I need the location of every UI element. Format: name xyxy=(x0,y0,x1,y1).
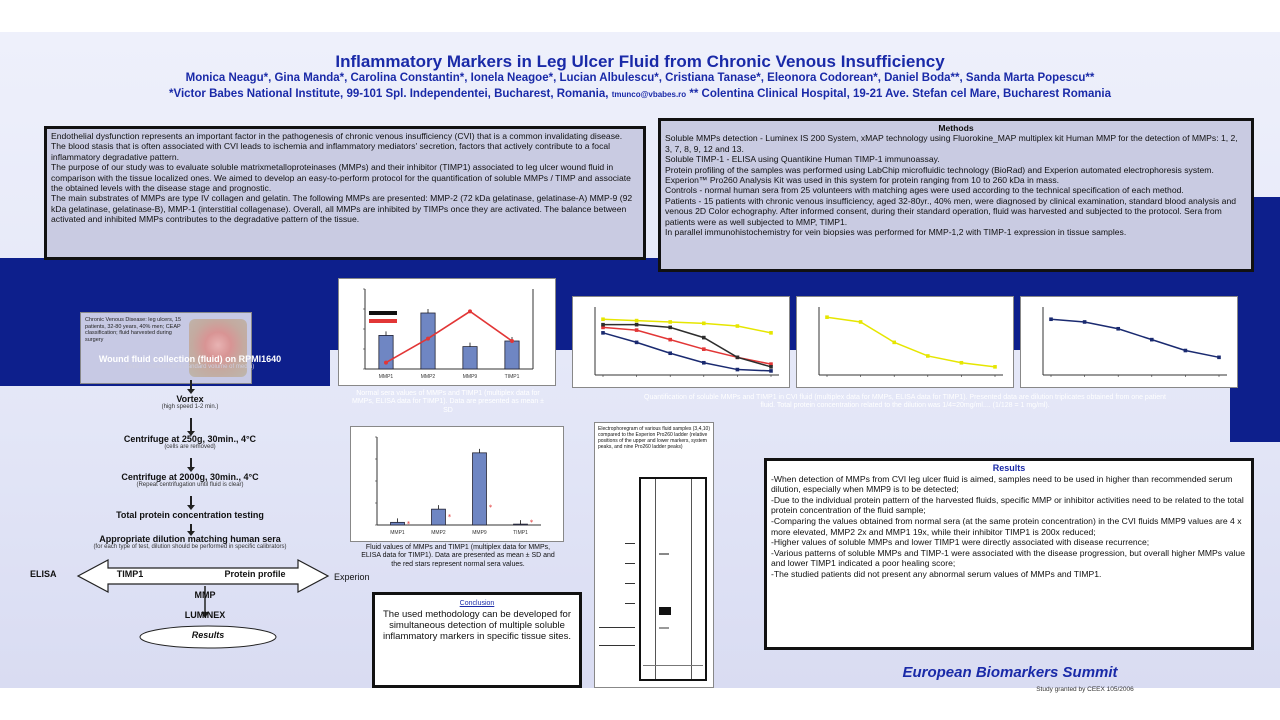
elisa-label: ELISA xyxy=(30,569,57,579)
methods-paragraph: Controls - normal human sera from 25 volunteers with matching ages were used according to the technical specification of each method. xyxy=(665,185,1184,196)
x-tick-label: MMP9 xyxy=(472,530,487,536)
x-tick-label: MMP2 xyxy=(431,530,446,536)
gel-band xyxy=(659,553,669,555)
methods-paragraph: In parallel immunohistochemistry for vein biopsies was performed for MMP-1,2 with TIMP-1 expression in tissue samples. xyxy=(665,227,1127,238)
flow-step-collection: Wound fluid collection (fluid) on RPMI1640 (fluid is collected in a standard volume of media) xyxy=(40,354,340,370)
x-tick-label: MMP1 xyxy=(390,530,405,536)
series-point xyxy=(702,361,706,365)
chart-dilution-mmp2-svg xyxy=(797,297,1013,387)
chart-dilution-mmp2 xyxy=(796,296,1014,388)
flow-arrow xyxy=(190,496,192,506)
flow-step-vortex-note: (high speed 1-2 min.) xyxy=(161,404,219,410)
series-point xyxy=(668,338,672,342)
caption-electrophoresis: Electrophoregram of various fluid samples (3,4,10) compared to the Experion Pro260 ladder (relative positions of the upper and lower markers, system peaks, and nine Pro260 ladder peaks) xyxy=(598,426,710,450)
affiliation-1: *Victor Babes National Institute, 99-101 Spl. Independentei, Bucharest, Romania, xyxy=(169,88,609,100)
results-item: -Due to the individual protein pattern of the harvested fluids, specific MMP or inhibitor activities need to be related to the total protein concentration of the fluid sample; xyxy=(771,494,1244,516)
methods-paragraph: Patients - 15 patients with chronic venous insufficiency, aged 32-80yr., 40% men, were diagnosed by clinical examination, standard blood analysis and venous 2D Color echography. After informed consent, during their standard operation, fluid was harvested and subjected to the protocol. Sera from patients were as well subjected to MMP, TIMP1. xyxy=(665,195,1237,227)
results-heading: Results xyxy=(992,463,1026,473)
ladder-markers xyxy=(597,523,637,673)
series-point xyxy=(892,341,896,345)
series-point xyxy=(769,365,773,369)
line-point xyxy=(468,309,472,313)
series-point xyxy=(859,320,863,324)
email-link[interactable]: tmunco@vbabes.ro xyxy=(611,90,687,99)
flow-step-collection-note: (fluid is collected in a standard volume of media) xyxy=(125,364,255,370)
flow-step-dilution-note: (for each type of test, dilution should be performed in specific calibrators) xyxy=(93,544,287,550)
series-line xyxy=(827,317,995,367)
electrophoresis-figure xyxy=(594,422,714,688)
results-item: -When detection of MMPs from CVI leg ulcer fluid is aimed, samples need to be used in higher than recommended serum dilution, especially when MMP9 is to be detected; xyxy=(771,473,1233,495)
results-item: -The studied patients did not present any abnormal serum values of MMPs and TIMP1. xyxy=(771,568,1102,579)
ladder-tick xyxy=(625,543,635,544)
normal-value-star: * xyxy=(529,518,534,527)
ladder-tick xyxy=(625,563,635,564)
methods-heading: Methods xyxy=(938,123,974,133)
bar-timp1 xyxy=(505,341,519,369)
series-point xyxy=(825,315,829,319)
series-point xyxy=(1116,327,1120,331)
results-item: -Various patterns of soluble MMPs and TIMP-1 were associated with the disease progression, but overall higher MMPs value and lower TIMP1 indicated a poor healing score; xyxy=(771,547,1245,569)
series-line xyxy=(603,319,771,333)
caption-dilution: Quantification of soluble MMPs and TIMP1 in CVI fluid (multiplex data for MMPs, ELISA data for TIMP1). Presented data are dilution triplicates obtained from one patient fluid. Total protein concentration related to the dilution was 1/4=20mg/ml.... (1/128 = 1 mg/ml). xyxy=(644,394,1166,410)
x-tick-label: TIMP1 xyxy=(504,374,520,380)
chart-cvi-fluid-svg xyxy=(351,427,563,541)
series-point xyxy=(926,354,930,358)
results-item: -Higher values of soluble MMPs and lower TIMP1 were directly associated with disease recurrence; xyxy=(771,537,1150,548)
series-point xyxy=(635,341,639,345)
ladder-tick xyxy=(625,603,635,604)
affiliations xyxy=(0,88,1280,100)
bar-timp1 xyxy=(514,524,528,525)
caption-normal-sera: Normal sera values of MMPs and TIMP1 (multiplex data for MMPs, ELISA data for TIMP1). Data are presented as mean ± SD xyxy=(351,390,545,414)
series-line xyxy=(603,333,771,371)
luminex-label: LUMINEX xyxy=(184,610,226,620)
series-point xyxy=(736,356,740,360)
results-box xyxy=(764,458,1254,650)
line-point xyxy=(384,361,388,365)
cvi-panel-text: Chronic Venous Disease: leg ulcers, 15 patients, 32-80 years, 40% men; CEAP classification; fluid harvested during surgery xyxy=(85,317,181,343)
methods-paragraph: Soluble MMPs detection - Luminex IS 200 System, xMAP technology using Fluorokine_MAP multiplex kit Human MMP for the detection of MMPs: 1, 2, 3, 7, 8, 9, 12 and 13. xyxy=(665,133,1238,154)
mmp-label: MMP xyxy=(194,590,216,600)
series-point xyxy=(736,368,740,372)
chart-dilution-timp-svg xyxy=(1021,297,1237,387)
intro-paragraph: The purpose of our study was to evaluate soluble matrixmetalloproteinases (MMPs) and their inhibitor (TIMP1) associated to leg ulcer wound fluid in comparison with the tissue localized ones. We aimed to develop an easy-to-perform protocol for the quantification of soluble MMPs / TIMP and associate the obtained levels with the disease stage and prognostic. xyxy=(51,162,631,194)
caption-cvi-fluid: Fluid values of MMPs and TIMP1 (multiplex data for MMPs, ELISA data for TIMP1). Data are presented as mean ± SD and the red stars represent normal sera values. xyxy=(361,544,555,568)
conclusion-box xyxy=(372,592,582,688)
series-point xyxy=(635,323,639,327)
series-point xyxy=(702,347,706,351)
bar-mmp9 xyxy=(463,347,477,369)
series-point xyxy=(736,324,740,328)
flow-step-centrifuge-2000: Centrifuge at 2000g, 30min., 4°C (Repeat centrifugation until fluid is clear) xyxy=(60,472,320,488)
flow-step-centrifuge-250-note: (cells are removed) xyxy=(164,444,216,450)
series-point xyxy=(668,320,672,324)
gel-lane xyxy=(655,479,656,679)
normal-value-star: * xyxy=(406,520,411,529)
methods-paragraph: Soluble TIMP-1 - ELISA using Quantikine Human TIMP-1 immunoassay. xyxy=(665,154,940,165)
flow-arrow xyxy=(190,524,192,532)
series-point xyxy=(668,326,672,330)
x-tick-label: TIMP1 xyxy=(513,530,528,536)
conclusion-heading: Conclusion xyxy=(459,600,495,607)
flow-step-centrifuge-2000-note: (Repeat centrifugation until fluid is clear) xyxy=(136,482,244,488)
methods-paragraph: Protein profiling of the samples was performed using LabChip microfluidic technology (BioRad) and Experion automated electrophoresis system. Experion™ Pro260 Analysis Kit was used in this system for protein ranging from 10 to 260 kDa in mass. xyxy=(665,164,1214,186)
flow-step-vortex: Vortex (high speed 1-2 min.) xyxy=(100,394,280,410)
series-point xyxy=(769,331,773,335)
gel-band xyxy=(659,627,669,629)
series-line xyxy=(1051,319,1219,357)
authors: Monica Neagu*, Gina Manda*, Carolina Constantin*, Ionela Neagoe*, Lucian Albulescu*, Cristiana Tanase*, Eleonora Codorean*, Daniel Boda**, Sanda Marta Popescu** xyxy=(185,72,1095,84)
ladder-tick xyxy=(625,583,635,584)
series-point xyxy=(601,317,605,321)
series-point xyxy=(1217,356,1221,360)
series-point xyxy=(1184,349,1188,353)
results-item: -Comparing the values obtained from normal sera (at the same protein concentration) in the CVI fluids MMP9 values are 4 x more elevated, MMP2 2x and MMP1 19x, while their inhibitor TIMP1 is 200x reduced; xyxy=(771,515,1242,537)
series-point xyxy=(702,336,706,340)
poster-title: Inflammatory Markers in Leg Ulcer Fluid from Chronic Venous Insufficiency xyxy=(335,52,945,71)
series-line xyxy=(603,325,771,367)
series-point xyxy=(635,319,639,323)
intro-paragraph: The main substrates of MMPs are type IV collagen and gelatin. The following MMPs are presented: MMP-2 (72 kDa gelatinase, gelatinase-A) MMP-9 (92 kDa gelatinase, gelatinase-B), MMP-1 (interstitial collagenase). Overall, all MMPs are inhibited by TIMPs once they are activated. The balance between activated and inhibited MMPs contributes to the degradative pattern of the tissue. xyxy=(51,193,633,225)
chart-normal-sera xyxy=(338,278,556,386)
line-point xyxy=(510,339,514,343)
series-point xyxy=(1083,320,1087,324)
flow-step-dilution: Appropriate dilution matching human sera (for each type of test, dilution should be performed in specific calibrators) xyxy=(40,534,340,550)
intro-paragraph: Endothelial dysfunction represents an important factor in the pathogenesis of chronic venous insufficiency (CVI) that is a common invalidating disease. The blood stasis that is often associated with CVI leads to ischemia and inflammatory mediators' secretion, factors that actively contribute to a focal inflammatory degradative pattern. xyxy=(51,131,623,162)
flow-arrow xyxy=(190,380,192,390)
poster xyxy=(0,32,1280,693)
gel-image xyxy=(639,477,707,681)
x-tick-label: MMP2 xyxy=(420,374,436,380)
bar-mmp1 xyxy=(391,522,405,525)
methods-box xyxy=(658,118,1254,272)
chart-dilution-mmps xyxy=(572,296,790,388)
x-tick-label: MMP9 xyxy=(462,374,478,380)
series-point xyxy=(1049,317,1053,321)
flow-arrow xyxy=(190,458,192,468)
gel-band xyxy=(643,665,703,666)
normal-value-star: * xyxy=(488,503,493,512)
line-series xyxy=(386,311,512,362)
series-point xyxy=(769,369,773,373)
chart-dilution-mmps-svg xyxy=(573,297,789,387)
chart-dilution-timp xyxy=(1020,296,1238,388)
legend-swatch xyxy=(369,311,397,315)
bar-mmp9 xyxy=(473,453,487,525)
bar-mmp2 xyxy=(432,509,446,525)
series-point xyxy=(635,328,639,332)
affiliation-2: ** Colentina Clinical Hospital, 19-21 Ave. Stefan cel Mare, Bucharest Romania xyxy=(689,88,1111,100)
series-point xyxy=(1150,338,1154,342)
cvi-photo-panel xyxy=(80,312,252,384)
protein-profile-label: Protein profile xyxy=(224,569,286,579)
conclusion-text: The used methodology can be developed for simultaneous detection of multiple soluble inflammatory markers in specific tissue sites. xyxy=(382,609,572,642)
flow-step-protein-testing: Total protein concentration testing xyxy=(116,510,264,520)
series-point xyxy=(668,351,672,355)
ladder-tick xyxy=(599,627,635,628)
series-point xyxy=(993,365,997,369)
introduction-box xyxy=(44,126,646,260)
results-label: Results xyxy=(191,630,225,640)
series-point xyxy=(601,331,605,335)
legend-swatch xyxy=(369,319,397,323)
flow-arrow xyxy=(190,418,192,432)
chart-cvi-fluid xyxy=(350,426,564,542)
series-point xyxy=(702,322,706,326)
grant-note: Study granted by CEEX 105/2006 xyxy=(1036,686,1134,693)
series-point xyxy=(601,323,605,327)
ladder-tick xyxy=(599,645,635,646)
gel-band xyxy=(659,607,671,615)
x-tick-label: MMP1 xyxy=(378,374,394,380)
timp1-label: TIMP1 xyxy=(116,569,144,579)
line-point xyxy=(426,337,430,341)
normal-value-star: * xyxy=(447,513,452,522)
branch-arrow-diagram xyxy=(30,556,370,656)
gel-lane xyxy=(691,479,692,679)
summit-title: European Biomarkers Summit xyxy=(902,664,1118,681)
flow-step-centrifuge-250: Centrifuge at 250g, 30min., 4°C (cells are removed) xyxy=(60,434,320,450)
series-point xyxy=(960,361,964,365)
chart-normal-sera-svg xyxy=(339,279,555,385)
experion-label: Experion xyxy=(334,572,370,582)
